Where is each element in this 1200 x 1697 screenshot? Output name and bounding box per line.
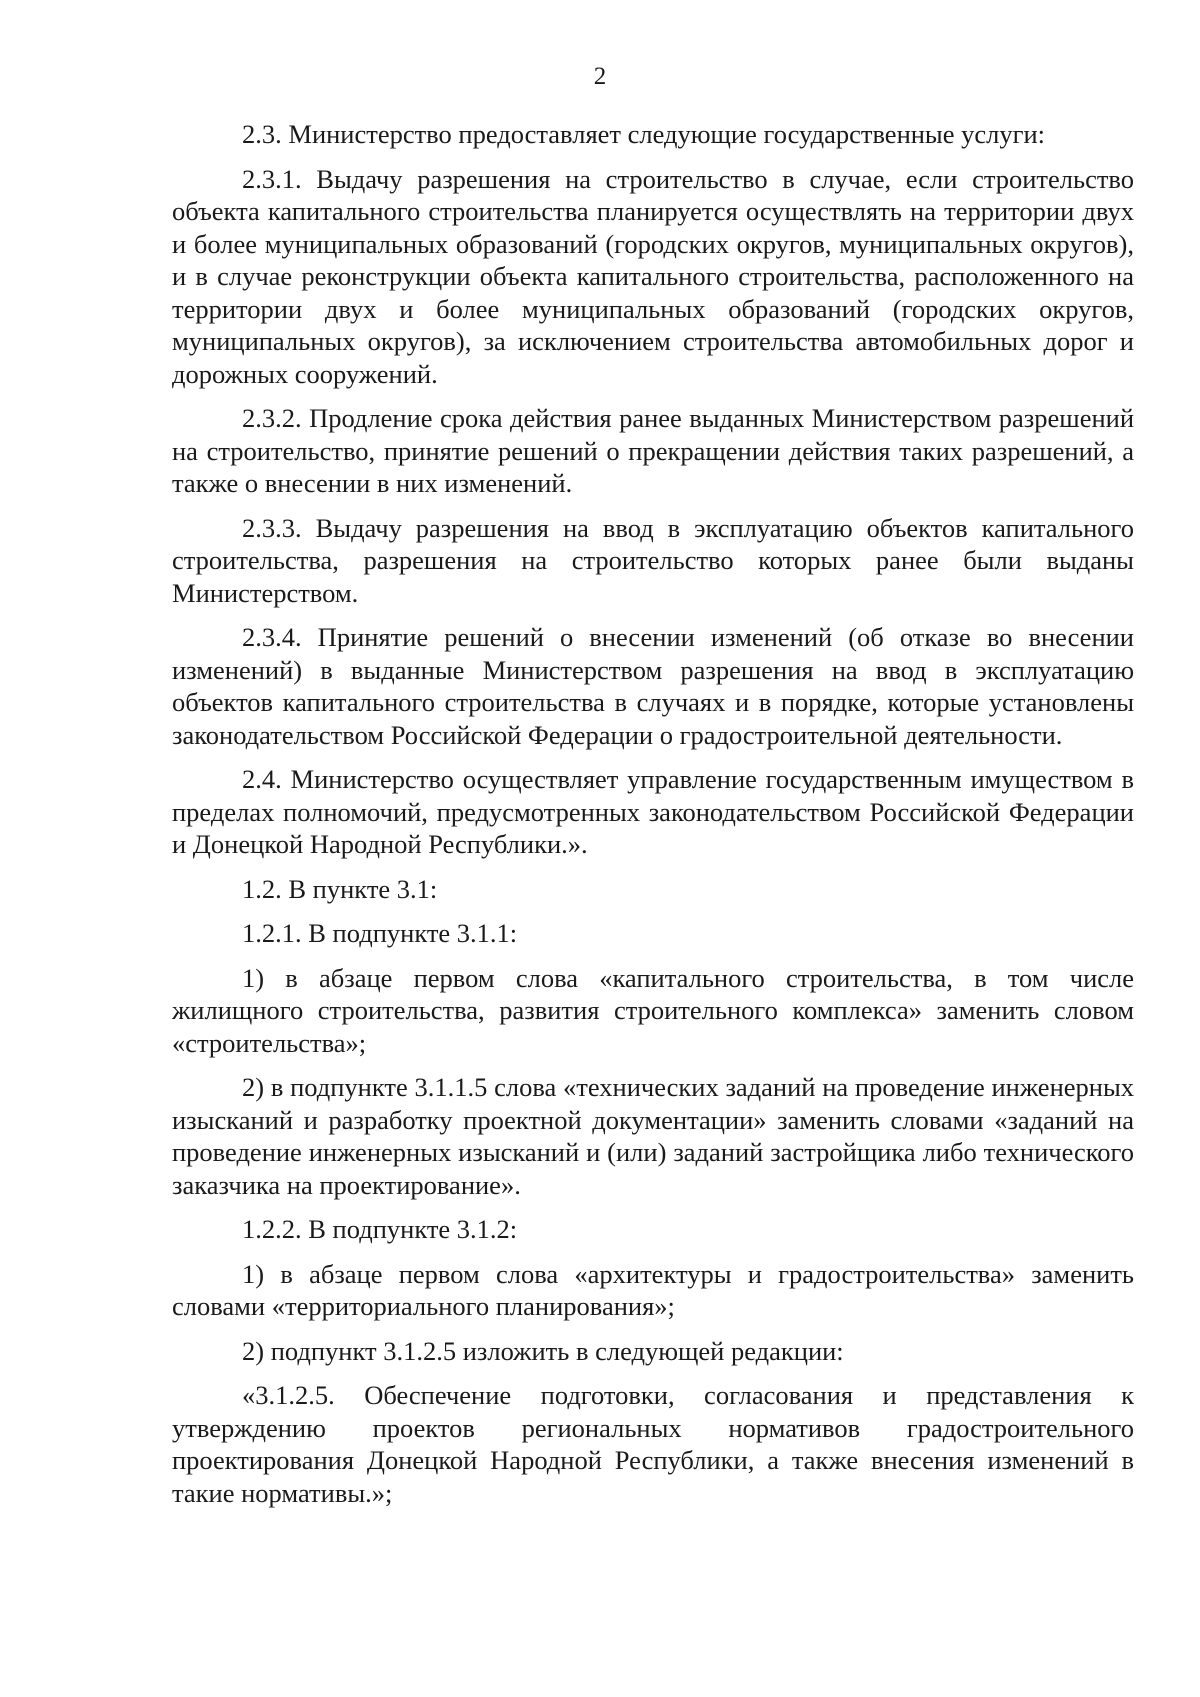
paragraph-1-2-2-item-1: 1) в абзаце первом слова «архитектуры и градостроительства» заменить словами «территориального планирования»; — [172, 1258, 1134, 1321]
page-number: 2 — [593, 63, 607, 90]
paragraph-1-2: 1.2. В пункте 3.1: — [242, 873, 438, 904]
paragraph-1-2-1-item-1: 1) в абзаце первом слова «капитального строительства, в том числе жилищного строительства, развития строительного комплекса» заменить словом «строительства»; — [172, 962, 1134, 1058]
document-body — [172, 118, 1134, 1521]
paragraph-2-3-2: 2.3.2. Продление срока действия ранее выданных Министерством разрешений на строительство, принятие решений о прекращении действия таких разрешений, а также о внесении в них изменений. — [172, 403, 1134, 498]
paragraph-1-2-2: 1.2.2. В подпункте 3.1.2: — [242, 1214, 518, 1244]
paragraph-2-3-3: 2.3.3. Выдачу разрешения на ввод в эксплуатацию объектов капитального строительства, разрешения на строительство которых ранее были выданы Министерством. — [172, 512, 1134, 608]
paragraph-1-2-1: 1.2.1. В подпункте 3.1.1: — [242, 918, 518, 948]
paragraph-1-2-1-item-2: 2) в подпункте 3.1.1.5 слова «технических заданий на проведение инженерных изысканий и разработку проектной документации» заменить словами «заданий на проведение инженерных изысканий и (или) заданий застройщика либо технического заказчика на проектирование». — [172, 1072, 1134, 1200]
paragraph-2-3-1: 2.3.1. Выдачу разрешения на строительство в случае, если строительство объекта капитального строительства планируется осуществлять на территории двух и более муниципальных образований (городских округов, муниципальных округов), и в случае реконструкции объекта капитального строительства, расположенного на территории двух и более муниципальных образований (городских округов, муниципальных округов), за исключением строительства автомобильных дорог и дорожных сооружений. — [172, 163, 1134, 389]
paragraph-2-3: 2.3. Министерство предоставляет следующие государственные услуги: — [242, 119, 1046, 149]
paragraph-1-2-2-item-2: 2) подпункт 3.1.2.5 изложить в следующей редакции: — [242, 1335, 844, 1366]
paragraph-3-1-2-5: «3.1.2.5. Обеспечение подготовки, согласования и представления к утверждению проектов региональных нормативов градостроительного проектирования Донецкой Народной Республики, а также внесения изменений в такие нормативы.»; — [172, 1380, 1134, 1508]
paragraph-2-4: 2.4. Министерство осуществляет управление государственным имуществом в пределах полномочий, предусмотренных законодательством Российской Федерации и Донецкой Народной Республики.». — [172, 764, 1134, 859]
paragraph-2-3-4: 2.3.4. Принятие решений о внесении изменений (об отказе во внесении изменений) в выданные Министерством разрешения на ввод в эксплуатацию объектов капитального строительства в случаях и в порядке, которые установлены законодательством Российской Федерации о градостроительной деятельности. — [172, 622, 1134, 750]
